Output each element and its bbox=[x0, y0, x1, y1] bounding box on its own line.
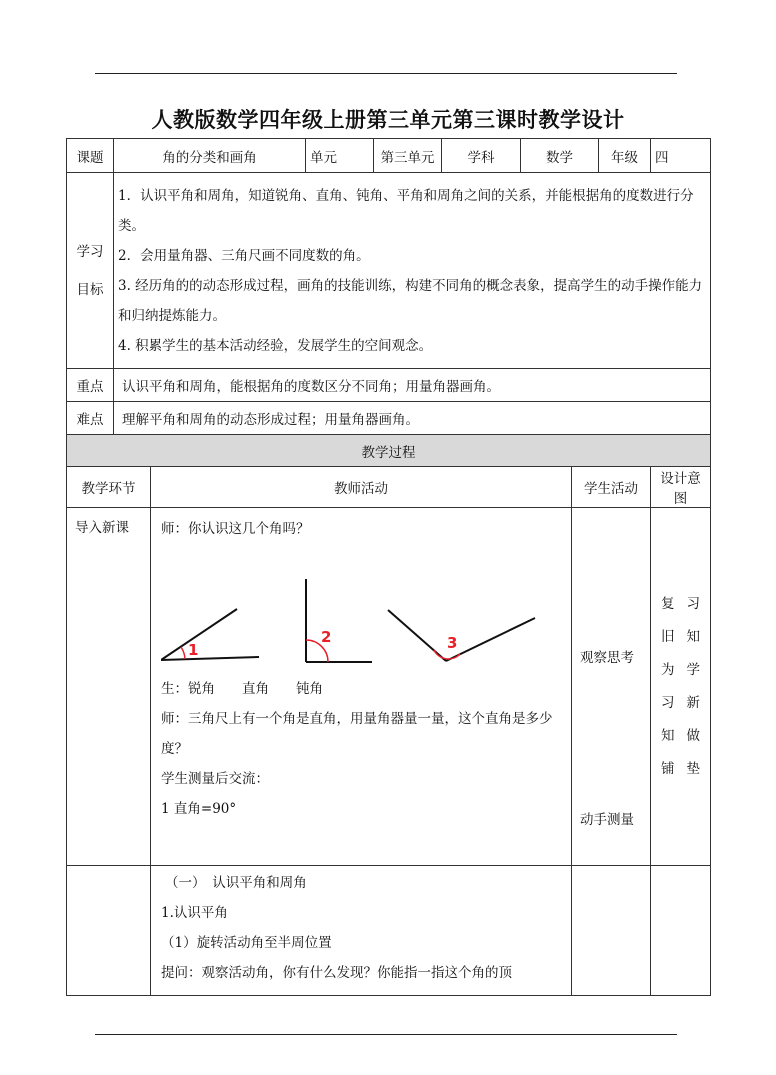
right-angle-figure bbox=[306, 579, 372, 662]
intro-design-intent: 复习旧知为学习新知做铺垫 bbox=[651, 508, 711, 866]
angle-figures-svg bbox=[161, 544, 551, 674]
col-teacher: 教师活动 bbox=[151, 467, 572, 508]
header-row bbox=[67, 139, 711, 173]
section1-stage bbox=[67, 866, 151, 996]
objectives-list bbox=[114, 173, 711, 369]
header-rule bbox=[95, 73, 677, 74]
topic-value: 角的分类和画角 bbox=[114, 139, 306, 173]
subject-label: 学科 bbox=[442, 139, 521, 173]
student-activity-observe: 观察思考 bbox=[580, 650, 634, 666]
angle-figures bbox=[161, 544, 561, 674]
section1-sub1: 1.认识平角 bbox=[161, 905, 228, 921]
intro-stage: 导入新课 bbox=[67, 508, 151, 866]
student-activity-measure: 动手测量 bbox=[580, 812, 634, 828]
objectives-label: 学习 目标 bbox=[67, 173, 114, 369]
obtuse-angle-figure bbox=[388, 610, 535, 661]
col-intent: 设计意图 bbox=[651, 467, 711, 508]
intro-teacher-activity bbox=[151, 508, 572, 866]
teacher-question: 师：你认识这几个角吗？ bbox=[161, 521, 310, 537]
topic-label: 课题 bbox=[67, 139, 114, 173]
intro-student-activity bbox=[572, 508, 651, 866]
student-exchange: 学生测量后交流： bbox=[161, 771, 269, 787]
section1-student-activity bbox=[572, 866, 651, 996]
unit-label: 单元 bbox=[306, 139, 374, 173]
intro-row bbox=[67, 508, 711, 866]
angle-label-3: 3 bbox=[447, 634, 458, 652]
document-title: 人教版数学四年级上册第三单元第三课时教学设计 bbox=[151, 108, 625, 132]
section1-teacher-activity bbox=[151, 866, 572, 996]
process-title: 教学过程 bbox=[67, 435, 711, 467]
footer-rule bbox=[95, 1034, 677, 1035]
process-title-row bbox=[67, 435, 711, 467]
key-point-text: 认识平角和周角，能根据角的度数区分不同角；用量角器画角。 bbox=[114, 369, 711, 402]
difficulty-row bbox=[67, 402, 711, 435]
grade-value: 四 bbox=[651, 139, 711, 173]
key-point-row bbox=[67, 369, 711, 402]
section1-heading: （一） 认识平角和周角 bbox=[165, 875, 307, 891]
section1-question: 提问：观察活动角，你有什么发现？你能指一指这个角的顶 bbox=[161, 965, 512, 981]
unit-value: 第三单元 bbox=[374, 139, 442, 173]
grade-label: 年级 bbox=[599, 139, 651, 173]
angle-label-2: 2 bbox=[321, 628, 332, 646]
col-student: 学生活动 bbox=[572, 467, 651, 508]
student-answer: 生：锐角 直角 钝角 bbox=[161, 681, 323, 697]
section1-design-intent bbox=[651, 866, 711, 996]
key-point-label: 重点 bbox=[67, 369, 114, 402]
lesson-plan-table bbox=[66, 138, 710, 990]
objective-item: 2．会用量角器、三角尺画不同度数的角。 bbox=[118, 247, 370, 264]
difficulty-label: 难点 bbox=[67, 402, 114, 435]
angle-label-1: 1 bbox=[188, 641, 199, 659]
section1-row bbox=[67, 866, 711, 996]
subject-value: 数学 bbox=[521, 139, 599, 173]
difficulty-text: 理解平角和周角的动态形成过程；用量角器画角。 bbox=[114, 402, 711, 435]
objective-item: 3. 经历角的的动态形成过程，画角的技能训练，构建不同角的概念表象，提高学生的动手操作能力和归纳提炼能力。 bbox=[118, 277, 703, 324]
col-stage: 教学环节 bbox=[67, 467, 151, 508]
process-header-row bbox=[67, 467, 711, 508]
section1-sub2: （1）旋转活动角至半周位置 bbox=[161, 935, 332, 951]
measurement-result: 1 直角=90° bbox=[161, 801, 237, 817]
acute-angle-figure bbox=[161, 609, 259, 660]
objective-item: 1．认识平角和周角，知道锐角、直角、钝角、平角和周角之间的关系，并能根据角的度数进行分类。 bbox=[118, 187, 694, 234]
objectives-row bbox=[67, 173, 711, 369]
teacher-line: 师：三角尺上有一个角是直角，用量角器量一量，这个直角是多少度？ bbox=[161, 711, 553, 757]
objective-item: 4. 积累学生的基本活动经验，发展学生的空间观念。 bbox=[118, 337, 433, 354]
